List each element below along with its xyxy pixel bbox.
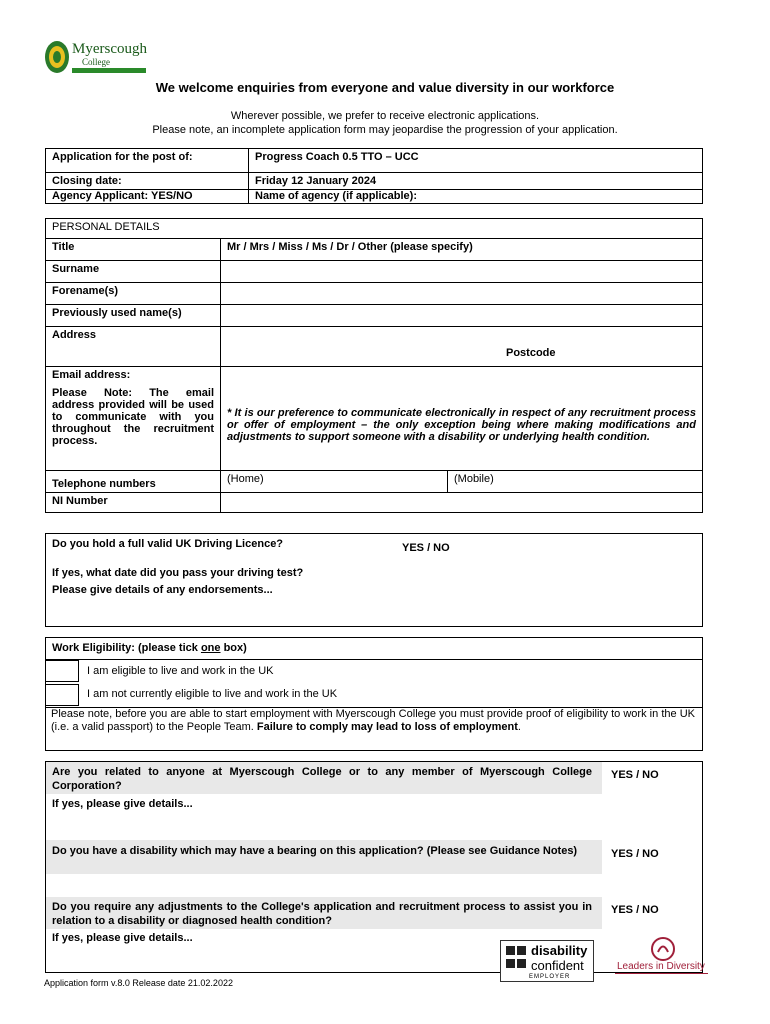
address-label: Address (46, 327, 221, 367)
eligible-checkbox[interactable] (45, 660, 79, 682)
related-answer[interactable]: YES / NO (611, 769, 659, 781)
disability-answer[interactable]: YES / NO (611, 848, 659, 860)
crest-icon (44, 40, 70, 74)
forenames-field[interactable] (221, 283, 703, 305)
disability-confident-icon (505, 945, 527, 975)
dc-line2: confident (531, 958, 584, 973)
home-phone-field[interactable] (221, 471, 448, 493)
mobile-label: (Mobile) (454, 473, 494, 485)
lid-text: Leaders in Diversity (617, 961, 705, 972)
eligibility-note (51, 708, 695, 734)
post-table (45, 148, 703, 204)
footer-text: Application form v.8.0 Release date 21.02.2022 (44, 978, 233, 988)
personal-details-table (45, 218, 703, 513)
email-label-cell (46, 367, 221, 471)
eligibility-note-bold: Failure to comply may lead to loss of employment (256, 721, 518, 733)
home-label: (Home) (227, 473, 264, 485)
ni-field[interactable] (221, 493, 703, 513)
closing-label: Closing date: (46, 173, 249, 190)
intro-line-1: Wherever possible, we prefer to receive electronic applications. (230, 110, 540, 122)
college-name: Myerscough (72, 41, 147, 57)
eligibility-divider-1 (45, 659, 703, 660)
ni-label: NI Number (46, 493, 221, 513)
previous-names-label: Previously used name(s) (46, 305, 221, 327)
title-label: Title (46, 239, 221, 261)
forenames-label: Forename(s) (46, 283, 221, 305)
eligibility-title-pre: Work Eligibility: (please tick (52, 642, 201, 654)
driving-q2: If yes, what date did you pass your driving test? (52, 567, 304, 579)
adjust-answer[interactable]: YES / NO (611, 904, 659, 916)
disability-confident-badge (500, 940, 594, 982)
surname-label: Surname (46, 261, 221, 283)
logo-bar (72, 68, 146, 73)
dc-line1: disability (531, 943, 588, 958)
driving-q1-answer[interactable]: YES / NO (402, 542, 450, 554)
not-eligible-option-label: I am not currently eligible to live and work in the UK (87, 688, 338, 700)
dc-line3: EMPLOYER (529, 974, 571, 980)
email-preference: * It is our preference to communicate electronically in respect of any recruitment process or offer of employment – the only exception being where making modifications and adjustments to support someone with a disability or underlying health condition. (227, 407, 696, 443)
closing-value: Friday 12 January 2024 (249, 173, 703, 190)
related-question: Are you related to anyone at Myerscough College or to any member of Myerscough College Corporation? (52, 766, 592, 792)
email-field[interactable] (221, 367, 703, 471)
leaders-in-diversity-badge (615, 935, 710, 975)
eligibility-title-post: box) (220, 642, 247, 654)
email-label: Email address: (52, 369, 131, 381)
post-value[interactable]: Progress Coach 0.5 TTO – UCC (249, 149, 703, 173)
telephone-label: Telephone numbers (46, 471, 221, 493)
driving-q1: Do you hold a full valid UK Driving Licence? (52, 538, 284, 550)
eligibility-note-plain: Please note, before you are able to start employment with Myerscough College you must provide proof of eligibility to work in the UK (i.e. a valid passport) to the People Team. (51, 708, 695, 733)
adjust-details-label: If yes, please give details... (52, 932, 193, 944)
surname-field[interactable] (221, 261, 703, 283)
leaders-diversity-icon (651, 937, 675, 961)
personal-section-title: PERSONAL DETAILS (46, 219, 703, 239)
title-options[interactable]: Mr / Mrs / Miss / Ms / Dr / Other (please specify) (221, 239, 703, 261)
page-heading: We welcome enquiries from everyone and value diversity in our workforce (155, 80, 615, 95)
not-eligible-checkbox[interactable] (45, 684, 79, 706)
eligibility-title-one: one (200, 642, 221, 654)
related-details-label: If yes, please give details... (52, 798, 193, 810)
agency-name-label[interactable]: Name of agency (if applicable): (249, 190, 703, 204)
postcode-label: Postcode (506, 347, 556, 359)
mobile-phone-field[interactable] (448, 471, 703, 493)
lid-underline (615, 973, 708, 974)
previous-names-field[interactable] (221, 305, 703, 327)
disability-question: Do you have a disability which may have a bearing on this application? (Please see Guidance Notes) (52, 845, 578, 857)
email-note: Please Note: The email address provided will be used to communicate with you throughout the recruitment process. (52, 387, 214, 447)
eligibility-title (52, 642, 247, 654)
driving-q3: Please give details of any endorsements... (52, 584, 273, 596)
college-sub: College (82, 57, 110, 67)
adjust-question: Do you require any adjustments to the College's application and recruitment process to assist you in relation to a disability or diagnosed health condition? (52, 901, 592, 927)
eligible-option-label: I am eligible to live and work in the UK (87, 665, 274, 677)
intro-line-2: Please note, an incomplete application form may jeopardise the progression of your application. (152, 124, 618, 136)
agency-label[interactable]: Agency Applicant: YES/NO (46, 190, 249, 204)
address-field[interactable] (221, 327, 703, 367)
eligibility-note-end: . (517, 721, 521, 733)
post-label: Application for the post of: (46, 149, 249, 173)
